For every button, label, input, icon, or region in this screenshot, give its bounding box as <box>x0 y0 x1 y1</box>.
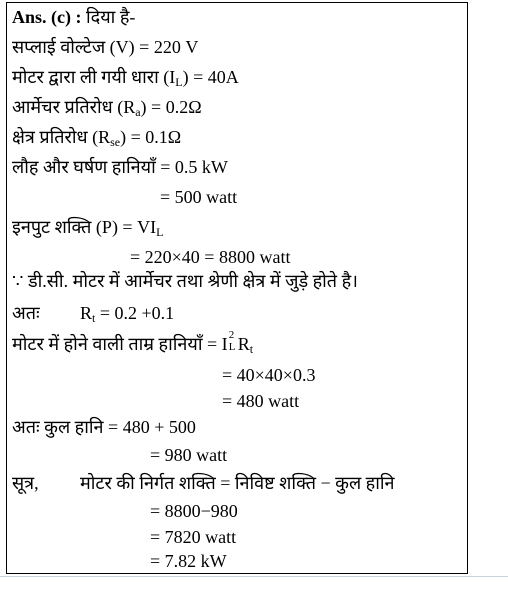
copper-calc-line: = 40×40×0.3 <box>222 365 316 385</box>
formula-line: मोटर की निर्गत शक्ति = निविष्ट शक्ति − कुल हानि <box>80 473 395 493</box>
copper-loss-line <box>12 329 254 356</box>
rse-text: क्षेत्र प्रतिरोध (R <box>12 127 111 147</box>
input-power-line <box>12 216 163 238</box>
current-line <box>12 66 239 88</box>
ra-subscript: a <box>135 105 141 119</box>
input-calc-line: = 220×40 = 8800 watt <box>130 247 291 267</box>
current-text: मोटर द्वारा ली गयी धारा (I <box>12 67 176 87</box>
current-value: ) = 40A <box>182 67 239 87</box>
total-loss-line: अतः कुल हानि = 480 + 500 <box>12 417 196 437</box>
supply-voltage-line: सप्लाई वोल्टेज (V) = 220 V <box>12 37 199 57</box>
rt-symbol: R <box>80 303 93 323</box>
rse-value: ) = 0.1Ω <box>120 127 182 147</box>
rse-subscript: se <box>110 135 121 149</box>
input-subscript: L <box>156 225 164 239</box>
ra-text: आर्मेचर प्रतिरोध (R <box>12 97 136 117</box>
copper-subscript: L <box>228 341 236 353</box>
copper-text: मोटर में होने वाली ताम्र हानियाँ = I <box>12 334 228 354</box>
armature-resistance-line <box>12 96 202 118</box>
series-note-line: ∵ डी.सी. मोटर में आर्मेचर तथा श्रेणी क्षेत्र में जुड़े होते है। <box>12 271 358 291</box>
rt-subscript: t <box>92 311 96 325</box>
rt-line <box>80 302 174 324</box>
output-step-2: = 7820 watt <box>150 527 237 547</box>
ra-value: ) = 0.2Ω <box>140 97 202 117</box>
copper-r: R <box>237 334 250 354</box>
bottom-divider <box>0 576 508 577</box>
input-text: इनपुट शक्ति (P) = VI <box>12 217 157 237</box>
copper-script <box>228 329 238 353</box>
answer-heading <box>12 6 135 28</box>
formula-label: सूत्र, <box>12 473 39 493</box>
rt-label: अतः <box>12 303 40 323</box>
iron-friction-watt-line: = 500 watt <box>160 187 238 207</box>
rt-value: = 0.2 +0.1 <box>95 303 175 323</box>
copper-superscript: 2 <box>228 329 235 341</box>
field-resistance-line <box>12 126 181 148</box>
copper-r-subscript: t <box>249 342 254 356</box>
copper-watt-line: = 480 watt <box>222 391 300 411</box>
given-text: दिया है- <box>81 7 136 27</box>
output-step-3: = 7.82 kW <box>150 551 227 571</box>
iron-friction-line: लौह और घर्षण हानियाँ = 0.5 kW <box>12 157 228 177</box>
answer-label: Ans. (c) : <box>12 7 82 27</box>
output-step-1: = 8800−980 <box>150 501 238 521</box>
current-subscript: L <box>175 75 183 89</box>
total-loss-watt-line: = 980 watt <box>150 445 228 465</box>
